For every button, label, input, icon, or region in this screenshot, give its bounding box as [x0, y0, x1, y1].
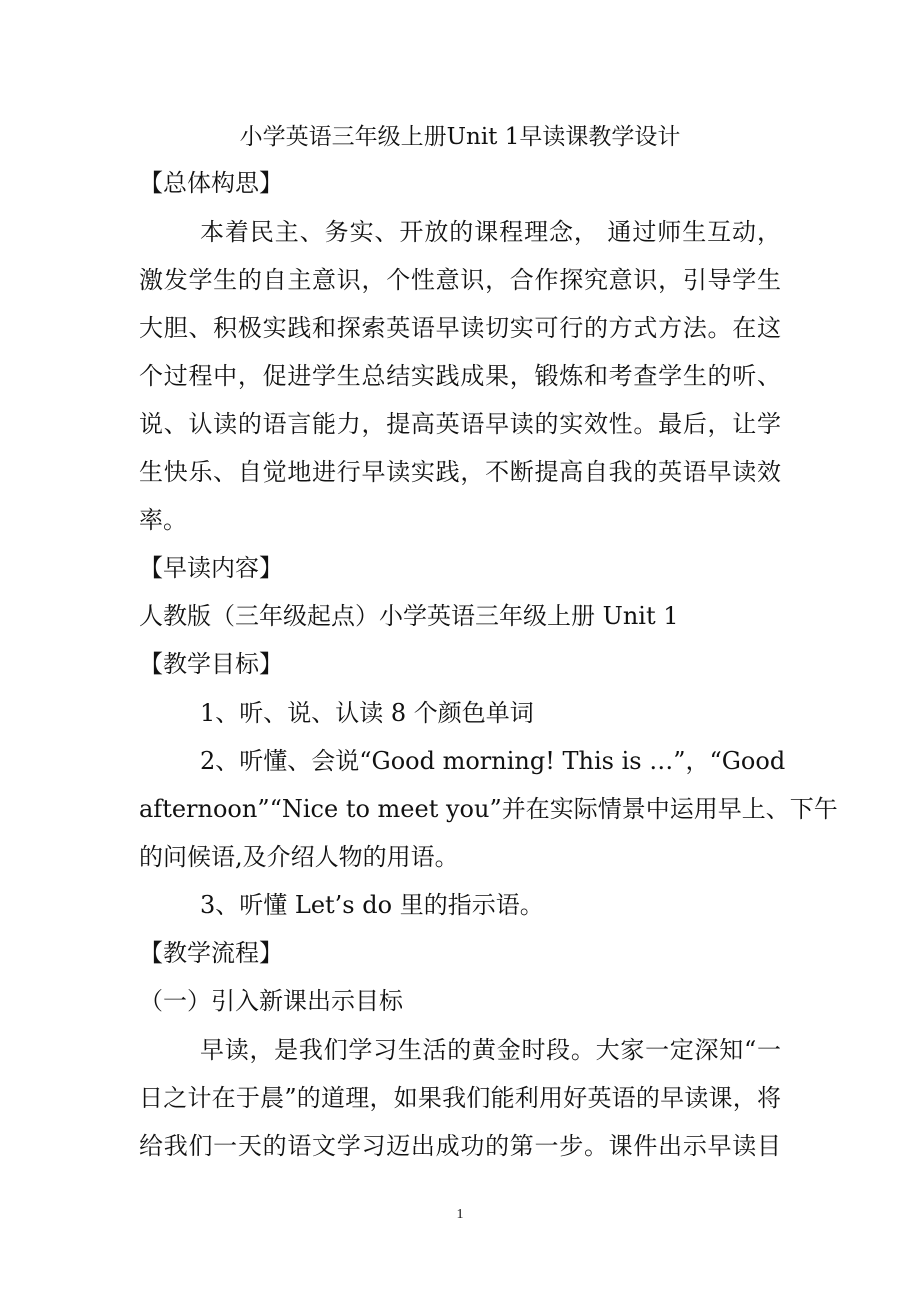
goal-item-1: 1、听、说、认读 8 个颜色单词 [200, 699, 534, 727]
process-paragraph-line: 早读，是我们学习生活的黄金时段。大家一定深知“一 [200, 1036, 781, 1064]
overview-paragraph-line: 大胆、积极实践和探索英语早读切实可行的方式方法。在这 [139, 314, 781, 342]
process-subheading: （一）引入新课出示目标 [139, 987, 403, 1015]
overview-paragraph-line: 个过程中，促进学生总结实践成果，锻炼和考查学生的听、 [139, 362, 781, 390]
content-text: 人教版（三年级起点）小学英语三年级上册 Unit 1 [139, 602, 679, 630]
overview-paragraph-line: 生快乐、自觉地进行早读实践，不断提高自我的英语早读效 [139, 458, 781, 486]
process-paragraph-line: 给我们一天的语文学习迈出成功的第一步。课件出示早读目 [139, 1132, 781, 1160]
section-heading-content: 【早读内容】 [139, 554, 283, 582]
section-heading-goals: 【教学目标】 [139, 650, 283, 678]
goal-item-2-line: afternoon”“Nice to meet you”并在实际情景中运用早上、下午 [139, 795, 838, 823]
goal-item-2-line: 的问候语,及介绍人物的用语。 [139, 843, 459, 871]
goal-item-3: 3、听懂 Let’s do 里的指示语。 [200, 891, 544, 919]
overview-paragraph-line: 激发学生的自主意识，个性意识，合作探究意识，引导学生 [139, 266, 781, 294]
overview-paragraph-line: 率。 [139, 506, 187, 534]
overview-paragraph-line: 说、认读的语言能力，提高英语早读的实效性。最后，让学 [139, 410, 781, 438]
process-paragraph-line: 日之计在于晨”的道理，如果我们能利用好英语的早读课，将 [139, 1084, 781, 1112]
section-heading-overview: 【总体构思】 [139, 169, 283, 197]
page-number: 1 [456, 1207, 464, 1222]
goal-item-2-line: 2、听懂、会说“Good morning! This is …”，“Good [200, 747, 786, 775]
section-heading-process: 【教学流程】 [139, 939, 283, 967]
overview-paragraph-line: 本着民主、务实、开放的课程理念， 通过师生互动， [200, 218, 781, 246]
document-title: 小学英语三年级上册Unit 1早读课教学设计 [239, 124, 681, 150]
